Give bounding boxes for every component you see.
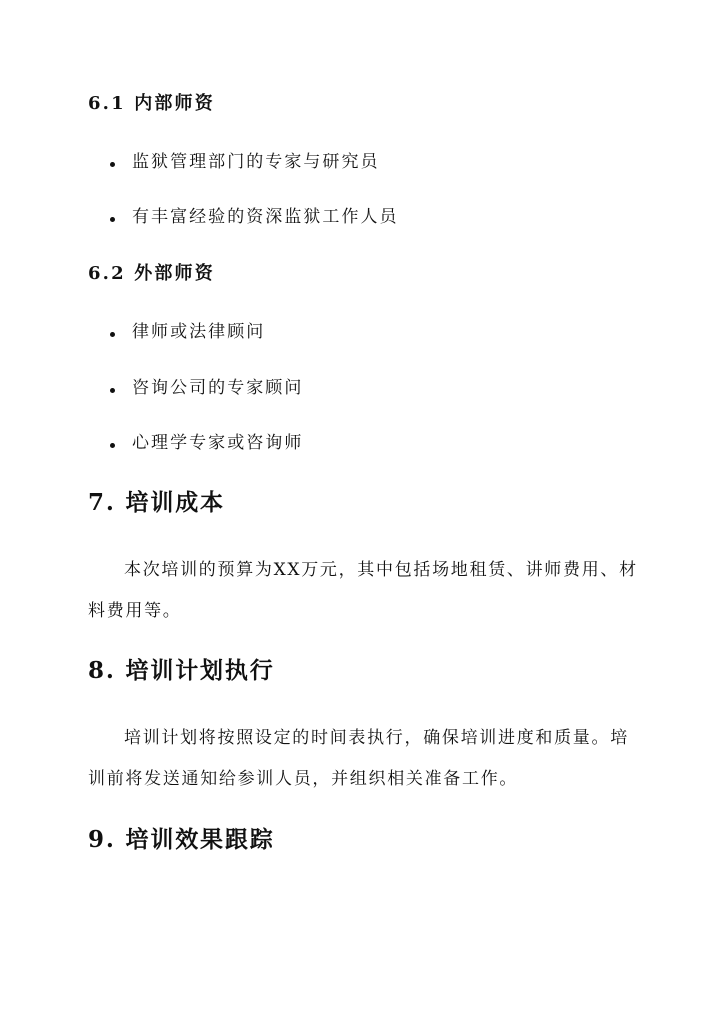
bullet-icon <box>110 162 115 167</box>
list-item-text: 律师或法律顾问 <box>132 322 266 342</box>
section-heading-plan-execution: 8. 培训计划执行 <box>88 657 275 684</box>
bullet-icon <box>110 388 115 393</box>
bullet-icon <box>110 332 115 337</box>
section-heading-training-cost: 7. 培训成本 <box>88 489 225 516</box>
paragraph-line: 训前将发送通知给参训人员，并组织相关准备工作。 <box>88 769 519 789</box>
paragraph-line: 料费用等。 <box>88 601 182 621</box>
list-item-text: 监狱管理部门的专家与研究员 <box>132 152 380 172</box>
list-item-text: 心理学专家或咨询师 <box>132 433 304 453</box>
section-heading-effect-tracking: 9. 培训效果跟踪 <box>88 826 275 853</box>
bullet-icon <box>110 217 115 222</box>
bullet-icon <box>110 443 115 448</box>
list-item-text: 有丰富经验的资深监狱工作人员 <box>132 207 399 227</box>
subsection-heading-external-trainers: 6.2 外部师资 <box>88 263 215 284</box>
subsection-heading-internal-trainers: 6.1 内部师资 <box>88 93 215 114</box>
list-item-text: 咨询公司的专家顾问 <box>132 378 304 398</box>
paragraph-line: 本次培训的预算为XX万元，其中包括场地租赁、讲师费用、材 <box>124 560 638 580</box>
paragraph-line: 培训计划将按照设定的时间表执行，确保培训进度和质量。培 <box>124 728 629 748</box>
